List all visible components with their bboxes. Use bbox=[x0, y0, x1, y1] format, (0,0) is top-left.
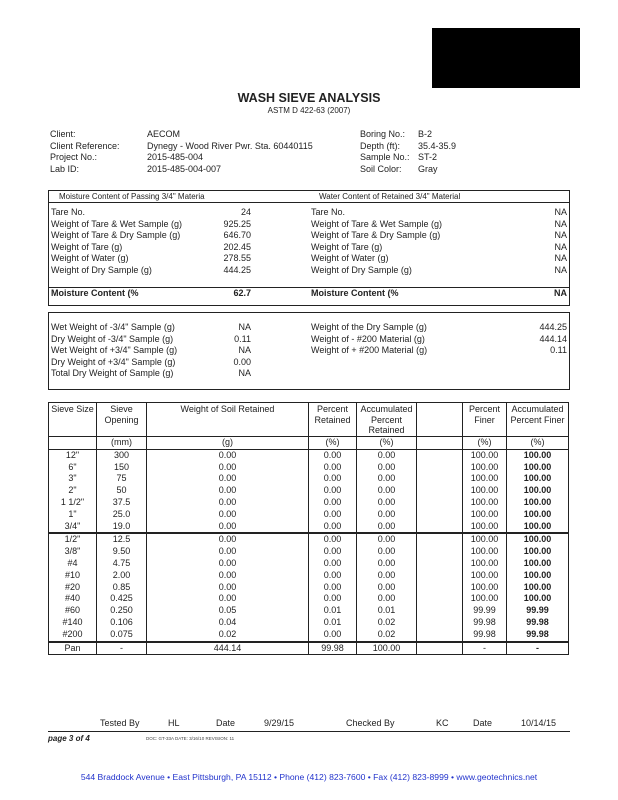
table-cell: 0.00 bbox=[147, 593, 309, 605]
info-label: Sample No.: bbox=[360, 152, 410, 163]
row-value: 202.45 bbox=[223, 241, 251, 252]
weights-right-rows bbox=[311, 322, 567, 357]
table-row bbox=[49, 593, 569, 605]
table-cell bbox=[417, 642, 463, 655]
tested-date: 9/29/15 bbox=[264, 718, 295, 728]
row-value: NA bbox=[238, 368, 251, 378]
table-cell: 100.00 bbox=[463, 593, 507, 605]
table-cell: 100.00 bbox=[507, 533, 569, 546]
table-cell: 0.00 bbox=[309, 497, 357, 509]
moisture-right-rows bbox=[311, 207, 567, 276]
info-label: Project No.: bbox=[50, 152, 98, 163]
table-cell: 0.00 bbox=[309, 521, 357, 534]
data-row bbox=[311, 345, 567, 357]
row-label: Dry Weight of +3/4" Sample (g) bbox=[51, 356, 176, 367]
table-row bbox=[49, 558, 569, 570]
table-cell: 0.00 bbox=[147, 558, 309, 570]
table-cell: 19.0 bbox=[97, 521, 147, 534]
table-cell: 0.00 bbox=[147, 570, 309, 582]
data-row bbox=[311, 219, 567, 231]
table-cell: 0.01 bbox=[309, 617, 357, 629]
row-label: Weight of Tare (g) bbox=[311, 241, 383, 252]
data-row bbox=[51, 357, 251, 369]
checked-by-label: Checked By bbox=[346, 718, 395, 728]
table-cell: 0.05 bbox=[147, 605, 309, 617]
table-cell: 99.98 bbox=[309, 642, 357, 655]
info-label: Lab ID: bbox=[50, 163, 80, 174]
row-label: Total Dry Weight of Sample (g) bbox=[51, 368, 174, 378]
info-row bbox=[360, 152, 456, 164]
data-row bbox=[51, 368, 251, 380]
table-cell: 2" bbox=[49, 485, 97, 497]
label: Moisture Content (% bbox=[51, 288, 139, 298]
row-label: Weight of + #200 Material (g) bbox=[311, 345, 428, 355]
table-cell: 0.425 bbox=[97, 593, 147, 605]
row-label: Weight of - #200 Material (g) bbox=[311, 333, 425, 344]
info-row bbox=[50, 164, 313, 176]
table-row bbox=[49, 546, 569, 558]
value: 62.7 bbox=[233, 288, 251, 298]
row-label: Weight of Tare & Wet Sample (g) bbox=[311, 218, 443, 229]
table-row bbox=[49, 449, 569, 461]
table-cell bbox=[417, 558, 463, 570]
table-cell: 99.98 bbox=[463, 617, 507, 629]
row-value: 444.25 bbox=[223, 264, 251, 275]
table-cell: 0.00 bbox=[309, 629, 357, 642]
info-value: 2015-485-004 bbox=[147, 152, 204, 163]
data-row bbox=[51, 334, 251, 346]
table-cell: 0.00 bbox=[309, 462, 357, 474]
table-cell: 0.04 bbox=[147, 617, 309, 629]
table-cell: 100.00 bbox=[463, 485, 507, 497]
checked-by: KC bbox=[436, 718, 449, 728]
table-cell: 100.00 bbox=[463, 582, 507, 594]
column-header: Weight of Soil Retained bbox=[147, 403, 309, 437]
data-row bbox=[311, 242, 567, 254]
info-value: Gray bbox=[418, 163, 438, 174]
table-cell: 0.00 bbox=[309, 570, 357, 582]
table-cell: 100.00 bbox=[463, 546, 507, 558]
table-cell: 0.00 bbox=[357, 521, 417, 534]
table-cell: 0.075 bbox=[97, 629, 147, 642]
page-number: page 3 of 4 bbox=[48, 734, 90, 743]
column-unit: (%) bbox=[357, 437, 417, 450]
data-row bbox=[51, 207, 251, 219]
info-label: Depth (ft): bbox=[360, 140, 401, 151]
table-cell: 100.00 bbox=[507, 473, 569, 485]
row-label: Weight of Tare (g) bbox=[51, 241, 123, 252]
table-cell bbox=[417, 497, 463, 509]
table-cell: 100.00 bbox=[507, 558, 569, 570]
table-cell: 50 bbox=[97, 485, 147, 497]
table-cell: 300 bbox=[97, 449, 147, 461]
table-cell: 0.01 bbox=[357, 605, 417, 617]
table-cell: 99.98 bbox=[507, 629, 569, 642]
table-cell: 100.00 bbox=[357, 642, 417, 655]
data-row bbox=[51, 265, 251, 277]
table-cell: 0.250 bbox=[97, 605, 147, 617]
table-cell: 0.00 bbox=[147, 546, 309, 558]
table-cell: 3/4" bbox=[49, 521, 97, 534]
row-value: 24 bbox=[240, 207, 251, 217]
column-unit bbox=[417, 437, 463, 450]
row-value: 0.00 bbox=[233, 356, 251, 367]
table-cell: 0.02 bbox=[357, 629, 417, 642]
table-cell bbox=[417, 521, 463, 534]
tested-date-label: Date bbox=[216, 718, 236, 728]
row-label: Weight of Tare & Dry Sample (g) bbox=[311, 230, 441, 240]
table-cell: 0.00 bbox=[357, 462, 417, 474]
table-row bbox=[49, 521, 569, 534]
table-cell bbox=[417, 485, 463, 497]
table-cell: 0.00 bbox=[147, 473, 309, 485]
table-cell: 0.00 bbox=[309, 485, 357, 497]
column-header: Percent Retained bbox=[309, 403, 357, 437]
table-cell: 0.00 bbox=[357, 473, 417, 485]
data-row bbox=[51, 219, 251, 231]
table-cell: 0.00 bbox=[357, 593, 417, 605]
table-cell: Pan bbox=[49, 642, 97, 655]
table-cell bbox=[417, 546, 463, 558]
table-cell: 100.00 bbox=[507, 570, 569, 582]
table-cell: 0.00 bbox=[309, 473, 357, 485]
row-label: Weight of Tare & Dry Sample (g) bbox=[51, 230, 181, 240]
info-value: 2015-485-004-007 bbox=[147, 163, 222, 174]
value: NA bbox=[554, 288, 567, 298]
data-row bbox=[51, 345, 251, 357]
info-label: Boring No.: bbox=[360, 129, 406, 139]
table-cell: 0.00 bbox=[147, 521, 309, 534]
row-value: 646.70 bbox=[223, 230, 251, 240]
row-label: Weight of Water (g) bbox=[311, 253, 389, 263]
tested-by-label: Tested By bbox=[100, 718, 140, 728]
table-cell: 99.98 bbox=[463, 629, 507, 642]
table-cell: 100.00 bbox=[507, 593, 569, 605]
data-row bbox=[51, 253, 251, 265]
data-row bbox=[311, 265, 567, 277]
table-row bbox=[49, 462, 569, 474]
info-label: Client Reference: bbox=[50, 140, 120, 151]
data-row bbox=[51, 322, 251, 334]
data-row bbox=[51, 242, 251, 254]
table-cell bbox=[417, 533, 463, 546]
table-cell: 100.00 bbox=[463, 533, 507, 546]
table-cell: #60 bbox=[49, 605, 97, 617]
info-row bbox=[360, 141, 456, 153]
info-value: AECOM bbox=[147, 129, 181, 139]
table-cell: 100.00 bbox=[507, 509, 569, 521]
table-cell: 99.99 bbox=[507, 605, 569, 617]
table-cell: 100.00 bbox=[463, 558, 507, 570]
table-cell: 0.00 bbox=[309, 593, 357, 605]
table-cell bbox=[417, 629, 463, 642]
table-cell: 37.5 bbox=[97, 497, 147, 509]
row-label: Wet Weight of +3/4" Sample (g) bbox=[51, 345, 178, 355]
table-cell: 6" bbox=[49, 462, 97, 474]
table-cell: 0.85 bbox=[97, 582, 147, 594]
table-cell: 0.00 bbox=[357, 558, 417, 570]
table-cell: 100.00 bbox=[463, 449, 507, 461]
table-cell: 1 1/2" bbox=[49, 497, 97, 509]
column-unit: (g) bbox=[147, 437, 309, 450]
table-cell: 0.00 bbox=[147, 485, 309, 497]
table-cell bbox=[417, 582, 463, 594]
table-row bbox=[49, 509, 569, 521]
table-cell bbox=[417, 605, 463, 617]
info-row bbox=[50, 152, 313, 164]
column-unit bbox=[49, 437, 97, 450]
row-value: 278.55 bbox=[223, 253, 251, 263]
info-right bbox=[360, 129, 456, 175]
column-header: Accumulated Percent Retained bbox=[357, 403, 417, 437]
table-cell: 100.00 bbox=[463, 462, 507, 474]
info-row bbox=[360, 129, 456, 141]
info-value: Dynegy - Wood River Pwr. Sta. 60440115 bbox=[147, 140, 313, 151]
row-label: Weight of Dry Sample (g) bbox=[51, 264, 152, 275]
table-row bbox=[49, 617, 569, 629]
table-cell: 100.00 bbox=[507, 497, 569, 509]
row-label: Tare No. bbox=[311, 207, 346, 217]
row-value: NA bbox=[554, 218, 567, 229]
table-cell: #20 bbox=[49, 582, 97, 594]
table-cell: 2.00 bbox=[97, 570, 147, 582]
row-label: Dry Weight of -3/4" Sample (g) bbox=[51, 333, 174, 344]
info-row bbox=[50, 129, 313, 141]
tested-by: HL bbox=[168, 718, 180, 728]
row-value: 0.11 bbox=[234, 333, 251, 344]
table-cell: 0.00 bbox=[357, 570, 417, 582]
info-label: Soil Color: bbox=[360, 163, 402, 174]
table-cell: 0.00 bbox=[309, 449, 357, 461]
table-cell: 0.00 bbox=[309, 582, 357, 594]
row-value: NA bbox=[554, 230, 567, 240]
table-cell: 100.00 bbox=[463, 497, 507, 509]
table-cell: 0.00 bbox=[147, 509, 309, 521]
moisture-left-rows bbox=[51, 207, 251, 276]
table-cell: 0.00 bbox=[309, 509, 357, 521]
table-cell: 99.98 bbox=[507, 617, 569, 629]
table-cell: #140 bbox=[49, 617, 97, 629]
table-cell: 100.00 bbox=[507, 521, 569, 534]
table-cell: 9.50 bbox=[97, 546, 147, 558]
table-cell: - bbox=[507, 642, 569, 655]
column-header: Percent Finer bbox=[463, 403, 507, 437]
row-value: 925.25 bbox=[223, 218, 251, 229]
table-row bbox=[49, 497, 569, 509]
info-row bbox=[360, 164, 456, 176]
row-value: NA bbox=[554, 264, 567, 275]
row-value: NA bbox=[238, 345, 251, 355]
table-row bbox=[49, 485, 569, 497]
info-value: 35.4-35.9 bbox=[418, 140, 457, 151]
table-cell: 0.01 bbox=[309, 605, 357, 617]
table-cell bbox=[417, 509, 463, 521]
column-unit: (%) bbox=[309, 437, 357, 450]
table-cell: 0.00 bbox=[147, 582, 309, 594]
row-value: NA bbox=[238, 322, 251, 332]
table-cell: 1/2" bbox=[49, 533, 97, 546]
row-label: Tare No. bbox=[51, 207, 86, 217]
column-unit: (%) bbox=[463, 437, 507, 450]
table-cell: 100.00 bbox=[507, 449, 569, 461]
table-row bbox=[49, 473, 569, 485]
row-label: Weight of Dry Sample (g) bbox=[311, 264, 412, 275]
page-title: WASH SIEVE ANALYSIS bbox=[237, 91, 381, 105]
table-cell: 100.00 bbox=[463, 521, 507, 534]
table-cell: #10 bbox=[49, 570, 97, 582]
moisture-right-header: Water Content of Retained 3/4" Material bbox=[319, 192, 461, 201]
table-cell bbox=[417, 570, 463, 582]
table-cell bbox=[417, 449, 463, 461]
checked-date: 10/14/15 bbox=[521, 718, 557, 728]
table-cell: 444.14 bbox=[147, 642, 309, 655]
table-cell: 0.106 bbox=[97, 617, 147, 629]
table-cell: 0.00 bbox=[309, 533, 357, 546]
table-cell: 100.00 bbox=[507, 546, 569, 558]
info-value: ST-2 bbox=[418, 152, 438, 163]
column-header: Accumulated Percent Finer bbox=[507, 403, 569, 437]
row-value: NA bbox=[554, 241, 567, 252]
table-cell: 100.00 bbox=[507, 582, 569, 594]
sieve-table bbox=[48, 402, 569, 655]
table-cell: 0.00 bbox=[147, 449, 309, 461]
table-row bbox=[49, 582, 569, 594]
table-cell: 3/8" bbox=[49, 546, 97, 558]
table-cell: 100.00 bbox=[463, 509, 507, 521]
moisture-content-box bbox=[48, 190, 570, 306]
table-cell: - bbox=[463, 642, 507, 655]
info-row bbox=[50, 141, 313, 153]
data-row bbox=[311, 230, 567, 242]
redacted-block bbox=[432, 28, 580, 88]
row-label: Weight of Tare & Wet Sample (g) bbox=[51, 218, 183, 229]
table-cell: #200 bbox=[49, 629, 97, 642]
table-cell: 0.00 bbox=[357, 533, 417, 546]
table-cell: 1" bbox=[49, 509, 97, 521]
table-cell: 100.00 bbox=[507, 485, 569, 497]
doc-reference: DOC: GT-33A DATE: 3/16/10 REVISION: 11 bbox=[146, 736, 235, 741]
moisture-left-header: Moisture Content of Passing 3/4" Materia bbox=[59, 192, 205, 201]
table-cell: 0.00 bbox=[357, 582, 417, 594]
column-unit: (%) bbox=[507, 437, 569, 450]
table-cell: 0.00 bbox=[309, 558, 357, 570]
table-cell: 0.00 bbox=[147, 462, 309, 474]
row-label: Weight of Water (g) bbox=[51, 253, 129, 263]
table-cell: 12.5 bbox=[97, 533, 147, 546]
table-cell: 4.75 bbox=[97, 558, 147, 570]
row-value: 0.11 bbox=[550, 345, 567, 355]
row-label: Wet Weight of -3/4" Sample (g) bbox=[51, 322, 175, 332]
table-cell: #4 bbox=[49, 558, 97, 570]
column-header: Sieve Opening bbox=[97, 403, 147, 437]
table-cell: 99.99 bbox=[463, 605, 507, 617]
label: Moisture Content (% bbox=[311, 288, 399, 298]
row-value: 444.25 bbox=[539, 322, 567, 332]
table-cell: 0.00 bbox=[147, 533, 309, 546]
column-header: Sieve Size bbox=[49, 403, 97, 437]
table-cell: 0.00 bbox=[357, 449, 417, 461]
table-cell bbox=[417, 462, 463, 474]
table-cell bbox=[417, 473, 463, 485]
table-cell: 0.00 bbox=[357, 497, 417, 509]
standard-reference: ASTM D 422-63 (2007) bbox=[267, 106, 351, 115]
table-cell: 0.00 bbox=[357, 509, 417, 521]
table-cell: 0.00 bbox=[309, 546, 357, 558]
table-row bbox=[49, 629, 569, 642]
table-cell: 3" bbox=[49, 473, 97, 485]
data-row bbox=[51, 230, 251, 242]
info-left bbox=[50, 129, 313, 175]
sample-weights-box bbox=[48, 312, 570, 390]
table-row bbox=[49, 533, 569, 546]
table-cell bbox=[417, 617, 463, 629]
table-cell bbox=[417, 593, 463, 605]
row-value: NA bbox=[554, 207, 567, 217]
company-address: 544 Braddock Avenue • East Pittsburgh, PA 15112 • Phone (412) 823-7600 • Fax (412) 823-8999 • www.geotechnics.net bbox=[80, 772, 538, 782]
footer-divider bbox=[48, 731, 570, 732]
column-unit: (mm) bbox=[97, 437, 147, 450]
table-cell: 0.00 bbox=[147, 497, 309, 509]
data-row bbox=[311, 207, 567, 219]
table-cell: 25.0 bbox=[97, 509, 147, 521]
table-cell: #40 bbox=[49, 593, 97, 605]
info-value: B-2 bbox=[418, 129, 433, 139]
column-header bbox=[417, 403, 463, 437]
row-value: 444.14 bbox=[539, 333, 567, 344]
table-cell: 0.00 bbox=[357, 546, 417, 558]
weights-left-rows bbox=[51, 322, 251, 380]
row-value: NA bbox=[554, 253, 567, 263]
table-cell: 0.00 bbox=[357, 485, 417, 497]
table-cell: 12" bbox=[49, 449, 97, 461]
table-cell: 75 bbox=[97, 473, 147, 485]
table-cell: 0.02 bbox=[357, 617, 417, 629]
data-row bbox=[311, 322, 567, 334]
table-cell: - bbox=[97, 642, 147, 655]
table-cell: 0.02 bbox=[147, 629, 309, 642]
table-row bbox=[49, 570, 569, 582]
row-label: Weight of the Dry Sample (g) bbox=[311, 322, 427, 332]
table-cell: 150 bbox=[97, 462, 147, 474]
data-row bbox=[311, 334, 567, 346]
table-cell: 100.00 bbox=[463, 570, 507, 582]
table-cell: 100.00 bbox=[463, 473, 507, 485]
table-cell: 100.00 bbox=[507, 462, 569, 474]
moisture-content-left bbox=[51, 288, 251, 300]
checked-date-label: Date bbox=[473, 718, 493, 728]
table-row bbox=[49, 642, 569, 655]
info-label: Client: bbox=[50, 129, 76, 139]
moisture-content-right bbox=[311, 288, 567, 300]
table-row bbox=[49, 605, 569, 617]
data-row bbox=[311, 253, 567, 265]
